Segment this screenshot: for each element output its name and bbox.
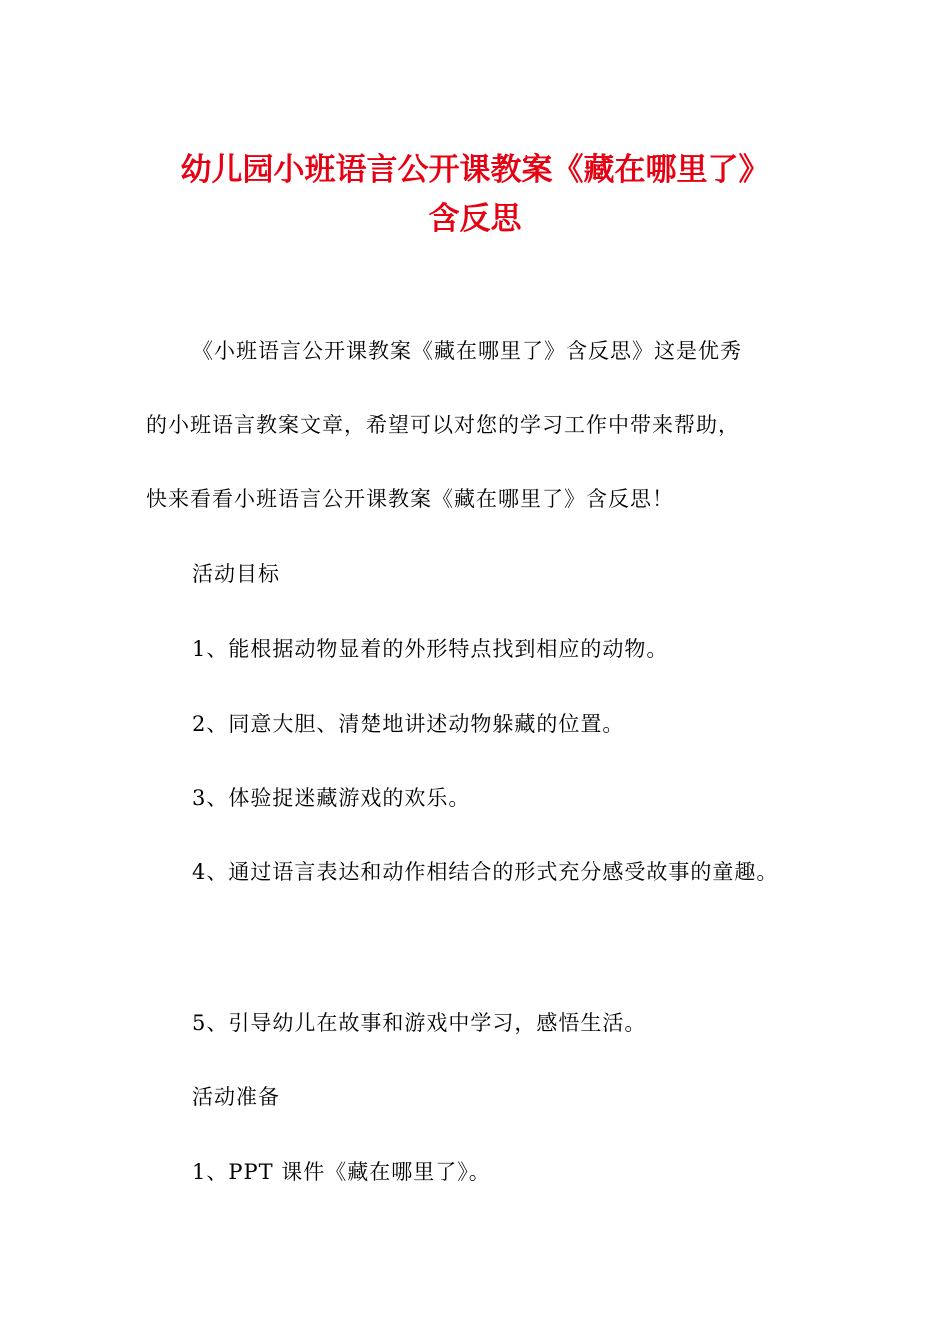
section-heading-prep: 活动准备 [192, 1085, 280, 1109]
intro-line-1: 《小班语言公开课教案《藏在哪里了》含反思》这是优秀 [192, 339, 742, 363]
goal-item-5: 5、引导幼儿在故事和游戏中学习，感悟生活。 [192, 1011, 647, 1035]
intro-line-3: 快来看看小班语言公开课教案《藏在哪里了》含反思！ [146, 487, 674, 511]
intro-line-2: 的小班语言教案文章，希望可以对您的学习工作中带来帮助， [146, 413, 740, 437]
document-title-line-2: 含反思 [428, 201, 522, 237]
goal-item-3: 3、体验捉迷藏游戏的欢乐。 [192, 786, 471, 810]
prep-item-1: 1、PPT 课件《藏在哪里了》。 [192, 1160, 491, 1184]
goal-item-4: 4、通过语言表达和动作相结合的形式充分感受故事的童趣。 [192, 860, 779, 884]
goal-item-2: 2、同意大胆、清楚地讲述动物躲藏的位置。 [192, 712, 625, 736]
document-title-line-1: 幼儿园小班语言公开课教案《藏在哪里了》 [180, 152, 770, 188]
goal-item-1: 1、能根据动物显着的外形特点找到相应的动物。 [192, 637, 669, 661]
section-heading-goals: 活动目标 [192, 562, 280, 586]
